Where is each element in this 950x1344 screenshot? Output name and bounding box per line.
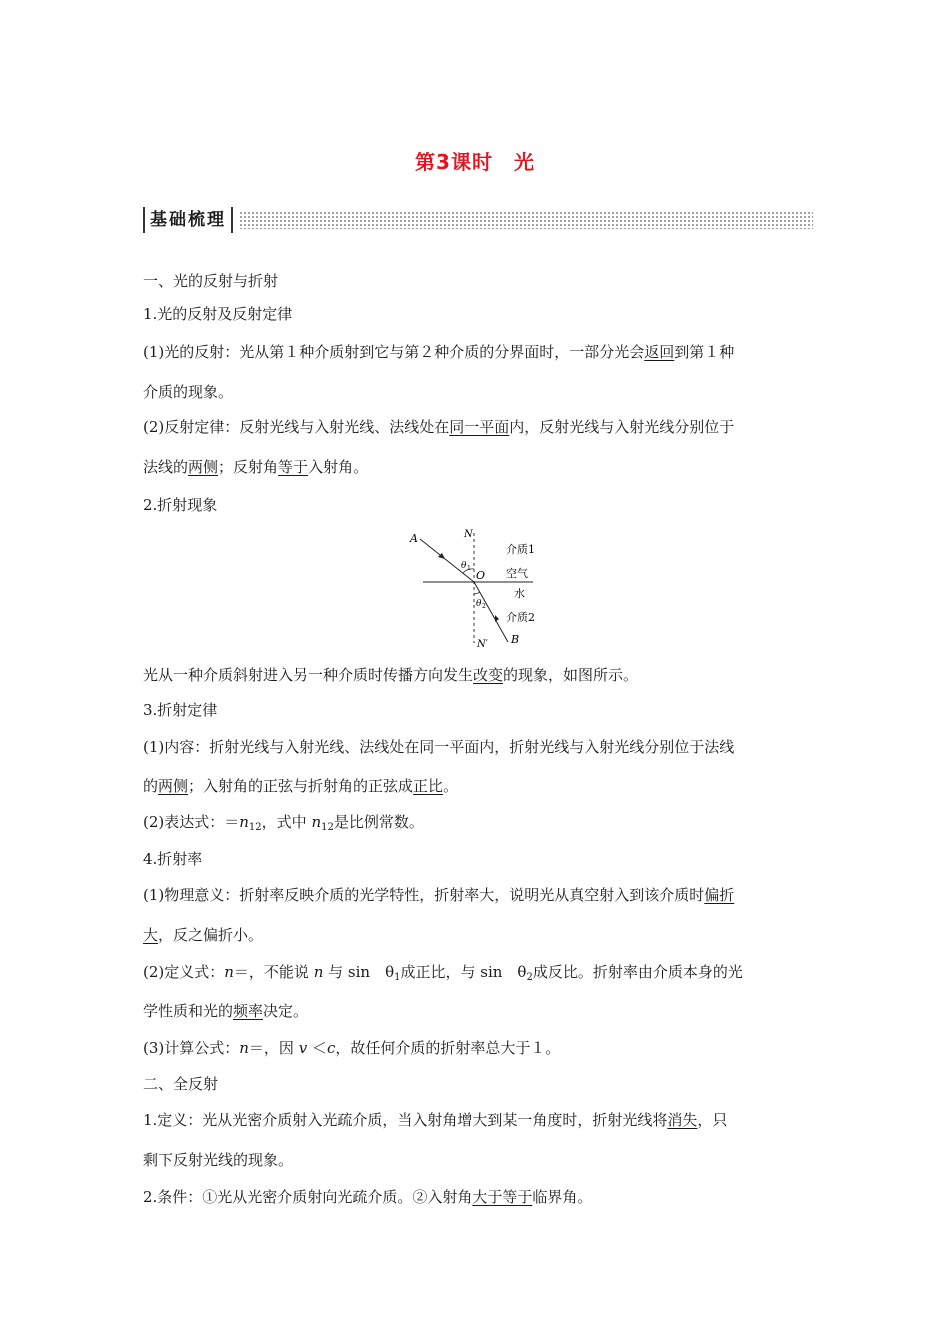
label-theta2-sub: 2 [482,603,486,610]
label-theta1-sub: 1 [467,565,471,572]
label-n: N [464,529,473,540]
angle-arc-2 [474,592,480,594]
heading-refraction-law: 3.折射定律 [143,701,218,719]
page-title: 第3课时 光 [415,150,535,174]
section-header [143,207,813,233]
paragraph-definition: (2)定义式：n＝，不能说 n 与 sin $\theta_1$成正比，与 sin $\theta_2$成反比。折射率由介质本身的光 [143,963,743,983]
paragraph-definition-cont: 学性质和光的频率决定。 [143,1002,309,1020]
paragraph-total-reflection-definition: 1.定义：光从光密介质射入光疏介质，当入射角增大到某一角度时，折射光线将消失，只 [143,1111,728,1129]
paragraph-refraction-content-cont: 的两侧；入射角的正弦与折射角的正弦成正比。 [143,777,459,795]
heading-refractive-index: 4.折射率 [143,850,203,868]
refraction-diagram [405,525,555,650]
label-theta2: θ [476,599,482,609]
paragraph-reflection: (1)光的反射：光从第１种介质射到它与第２种介质的分界面时，一部分光会返回到第１种 [143,343,735,361]
paragraph-total-reflection-condition: 2.条件：①光从光密介质射向光疏介质。②入射角大于等于临界角。 [143,1188,593,1206]
heading-total-reflection: 二、全反射 [143,1075,219,1093]
paragraph-physical-meaning-cont: 大，反之偏折小。 [143,926,264,944]
label-medium1: 介质1 [506,543,535,556]
refracted-ray [474,582,508,642]
paragraph-reflection-cont: 介质的现象。 [143,383,234,401]
paragraph-refraction-expression: (2)表达式：$=n_{12}$，式中 $n_{12}$是比例常数。 [143,813,424,833]
label-water: 水 [514,587,525,600]
heading-reflection-refraction: 一、光的反射与折射 [143,272,279,290]
label-n-prime: N′ [477,639,489,650]
paragraph-physical-meaning: (1)物理意义：折射率反映介质的光学特性，折射率大，说明光从真空射入到该介质时偏折 [143,886,735,904]
label-o: O [476,569,486,582]
label-b: B [511,633,520,646]
paragraph-total-reflection-definition-cont: 剩下反射光线的现象。 [143,1151,294,1169]
paragraph-reflection-law-cont: 法线的两侧；反射角等于入射角。 [143,458,369,476]
section-header-dots [239,211,813,229]
label-theta1: θ [461,561,467,571]
paragraph-reflection-law: (2)反射定律：反射光线与入射光线、法线处在同一平面内，反射光线与入射光线分别位于 [143,418,735,436]
refracted-arrow [495,615,499,622]
heading-reflection-law: 1.光的反射及反射定律 [143,305,293,323]
section-header-label: 基础梳理 [143,207,233,233]
label-medium2: 介质2 [506,611,535,624]
label-air: 空气 [506,567,528,580]
paragraph-formula: (3)计算公式：n＝，因 v ＜c，故任何介质的折射率总大于１。 [143,1039,561,1057]
paragraph-refraction-content: (1)内容：折射光线与入射光线、法线处在同一平面内，折射光线与入射光线分别位于法线 [143,738,735,756]
heading-refraction-phenomenon: 2.折射现象 [143,496,218,514]
label-a: A [410,532,418,545]
paragraph-refraction-phenomenon: 光从一种介质斜射进入另一种介质时传播方向发生改变的现象，如图所示。 [143,666,639,684]
